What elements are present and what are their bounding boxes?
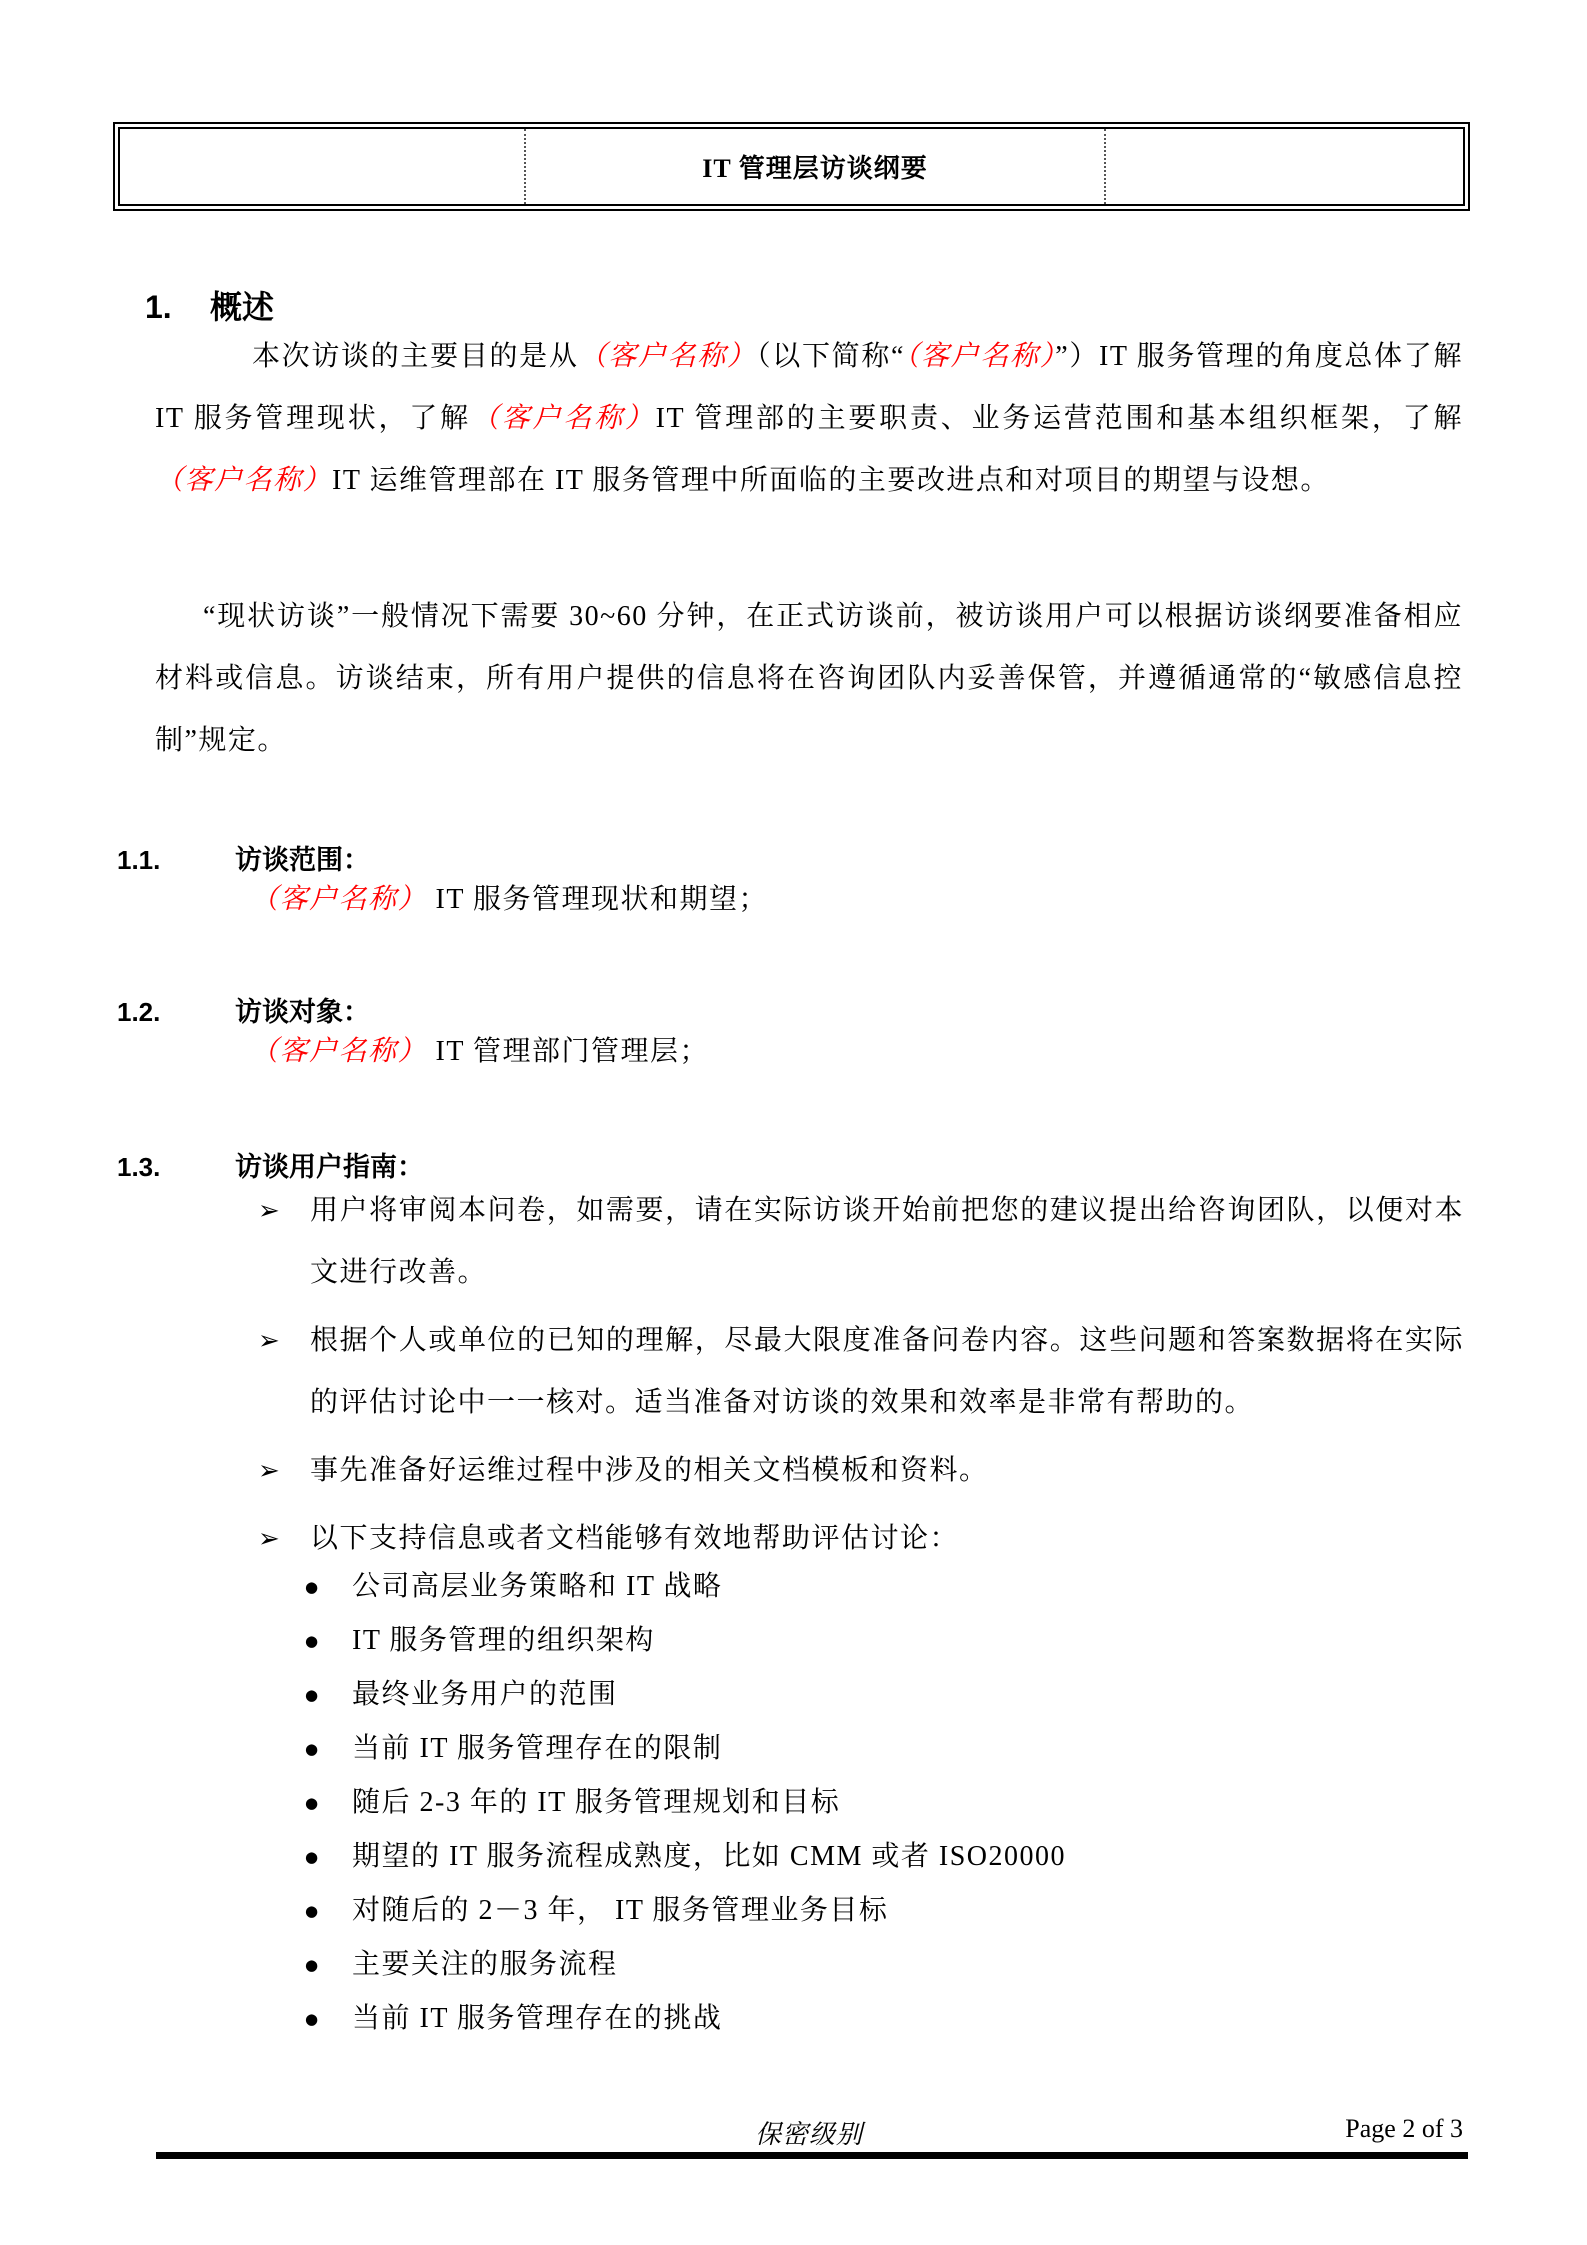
guide-list — [258, 1180, 1464, 1576]
guide-list-item — [258, 1310, 1464, 1434]
section-1-2-number: 1.2. — [117, 997, 161, 1027]
support-list-item-text: 对随后的 2－3 年， IT 服务管理业务目标 — [352, 1895, 889, 1926]
section-1-2-body: （客户名称） IT 管理部门管理层； — [250, 1036, 709, 1067]
section-1-heading — [145, 282, 274, 328]
support-list-item-text: 随后 2-3 年的 IT 服务管理规划和目标 — [352, 1787, 841, 1818]
section-1-3-title: 访谈用户指南： — [235, 1152, 424, 1182]
dot-bullet-icon: ● — [305, 1578, 319, 1596]
page-footer — [155, 2114, 1463, 2150]
support-list-item — [305, 1830, 1455, 1884]
overview-paragraph-1: 本次访谈的主要目的是从（客户名称）（以下简称“（客户名称）”）IT 服务管理的角度总体了解 IT 服务管理现状，了解（客户名称）IT 管理部的主要职责、业务运营范围和基本组织框架，了解（客户名称）IT 运维管理部在 IT 服务管理中所面临的主要改进点和对项目的期望与设想。 — [155, 341, 1463, 496]
header-table — [113, 122, 1470, 211]
support-list-item — [305, 1722, 1455, 1776]
guide-list-item — [258, 1180, 1464, 1304]
support-list — [305, 1560, 1455, 2046]
dot-bullet-icon: ● — [305, 1740, 319, 1758]
support-list-item-text: 公司高层业务策略和 IT 战略 — [352, 1571, 723, 1602]
section-1-2-heading — [117, 990, 370, 1029]
page-number: Page 2 of 3 — [1345, 2114, 1463, 2143]
support-list-item-text: 当前 IT 服务管理存在的挑战 — [352, 2003, 723, 2034]
arrow-bullet-icon: ➢ — [258, 1326, 280, 1356]
support-list-item-text: 最终业务用户的范围 — [352, 1679, 618, 1710]
section-1-2-title: 访谈对象： — [235, 997, 370, 1027]
header-title: IT 管理层访谈纲要 — [526, 129, 1106, 204]
overview-paragraph-2: “现状访谈”一般情况下需要 30~60 分钟，在正式访谈前，被访谈用户可以根据访谈纲要准备相应材料或信息。访谈结束，所有用户提供的信息将在咨询团队内妥善保管，并遵循通常的“敏感信息控制”规定。 — [155, 601, 1463, 756]
section-1-number: 1. — [145, 289, 172, 325]
support-list-item-text: 期望的 IT 服务流程成熟度，比如 CMM 或者 ISO20000 — [352, 1841, 1067, 1872]
dot-bullet-icon: ● — [305, 1632, 319, 1650]
dot-bullet-icon: ● — [305, 1848, 319, 1866]
guide-list-item-text: 根据个人或单位的已知的理解，尽最大限度准备问卷内容。这些问题和答案数据将在实际的评估讨论中一一核对。适当准备对访谈的效果和效率是非常有帮助的。 — [310, 1325, 1464, 1418]
section-1-title: 概述 — [210, 289, 275, 325]
dot-bullet-icon: ● — [305, 2010, 319, 2028]
section-1-1-heading — [117, 838, 370, 877]
support-list-item-text: IT 服务管理的组织架构 — [352, 1625, 655, 1656]
support-list-item — [305, 1884, 1455, 1938]
arrow-bullet-icon: ➢ — [258, 1524, 280, 1554]
arrow-bullet-icon: ➢ — [258, 1196, 280, 1226]
header-cell-right — [1106, 129, 1463, 204]
guide-list-item-text: 事先准备好运维过程中涉及的相关文档模板和资料。 — [310, 1455, 989, 1486]
section-1-1-number: 1.1. — [117, 845, 161, 875]
support-list-item — [305, 1776, 1455, 1830]
dot-bullet-icon: ● — [305, 1956, 319, 1974]
section-1-3-heading — [117, 1145, 424, 1184]
guide-list-item-text: 以下支持信息或者文档能够有效地帮助评估讨论： — [310, 1523, 960, 1554]
support-list-item — [305, 1992, 1455, 2046]
support-list-item-text: 主要关注的服务流程 — [352, 1949, 618, 1980]
classification-label: 保密级别 — [754, 2120, 863, 2149]
dot-bullet-icon: ● — [305, 1686, 319, 1704]
section-1-1-body: （客户名称） IT 服务管理现状和期望； — [250, 884, 768, 915]
support-list-item — [305, 1560, 1455, 1614]
header-cell-left — [120, 129, 526, 204]
dot-bullet-icon: ● — [305, 1902, 319, 1920]
guide-list-item-text: 用户将审阅本问卷，如需要，请在实际访谈开始前把您的建议提出给咨询团队，以便对本文进行改善。 — [310, 1195, 1464, 1288]
support-list-item — [305, 1938, 1455, 1992]
support-list-item — [305, 1668, 1455, 1722]
support-list-item-text: 当前 IT 服务管理存在的限制 — [352, 1733, 723, 1764]
dot-bullet-icon: ● — [305, 1794, 319, 1812]
arrow-bullet-icon: ➢ — [258, 1456, 280, 1486]
footer-rule — [156, 2152, 1468, 2159]
section-1-1-title: 访谈范围： — [235, 845, 370, 875]
support-list-item — [305, 1614, 1455, 1668]
guide-list-item — [258, 1440, 1464, 1502]
section-1-3-number: 1.3. — [117, 1152, 161, 1182]
